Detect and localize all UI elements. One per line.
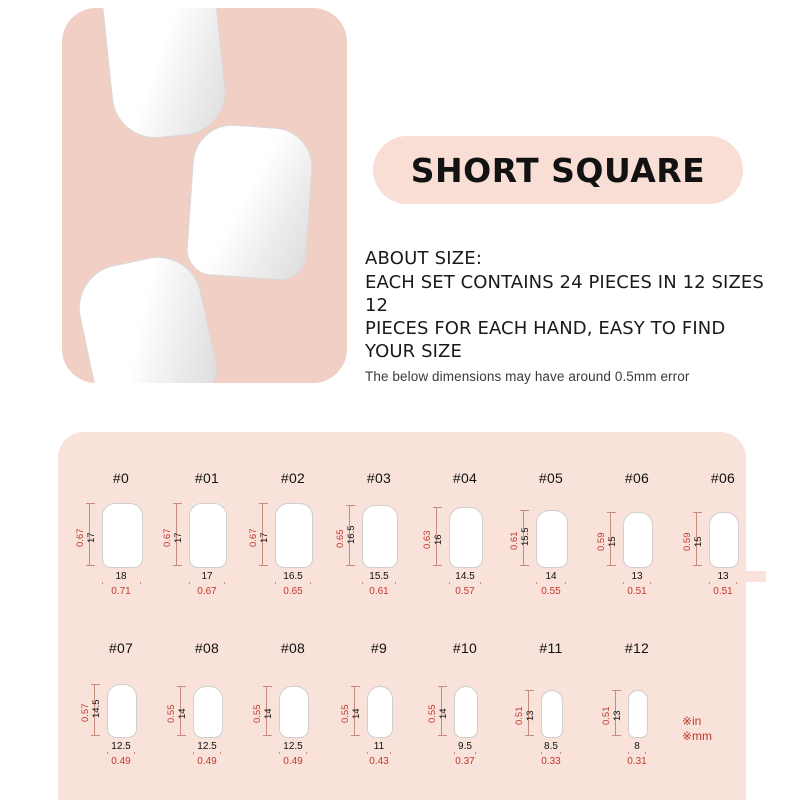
size-cell-label: #01 — [194, 470, 220, 486]
size-cell-label: #03 — [366, 470, 392, 486]
width-mm-value: 14.5 — [422, 571, 508, 582]
width-mm-value: 8 — [594, 741, 680, 752]
size-cell-label: #0 — [112, 470, 130, 486]
unit-inch: ※in — [681, 714, 702, 728]
width-mm-value: 15.5 — [336, 571, 422, 582]
nail-swatch — [193, 686, 222, 738]
width-mm-value: 8.5 — [508, 741, 594, 752]
width-mm-value: 13 — [594, 571, 680, 582]
width-inch-value: 0.43 — [369, 756, 389, 767]
about-size-heading: ABOUT SIZE: — [365, 248, 483, 269]
width-inch-value: 0.71 — [111, 586, 131, 597]
width-inch-value: 0.51 — [627, 586, 647, 597]
about-size-block — [365, 248, 765, 384]
length-mm-value: 13 — [525, 710, 537, 721]
length-inch-value: 0.55 — [339, 704, 351, 723]
width-inch-value: 0.31 — [627, 756, 647, 767]
size-cell-label: #10 — [452, 640, 478, 656]
size-cell-label: #07 — [108, 640, 134, 656]
hero-product-image — [62, 8, 347, 383]
width-mm-value: 12.5 — [250, 741, 336, 752]
size-cell — [508, 640, 594, 800]
nail-swatch — [189, 503, 228, 568]
length-mm-value: 15 — [692, 536, 704, 547]
length-mm-value: 14 — [438, 708, 450, 719]
nail-swatch — [362, 505, 398, 568]
nail-swatch — [449, 507, 483, 568]
size-cell — [250, 640, 336, 800]
width-inch-value: 0.33 — [541, 756, 561, 767]
length-mm-value: 14 — [177, 708, 189, 719]
size-cell — [594, 470, 680, 630]
width-inch-value: 0.55 — [541, 586, 561, 597]
length-mm-value: 15 — [606, 536, 618, 547]
nail-swatch — [536, 510, 569, 569]
size-cell — [164, 640, 250, 800]
nail-swatch — [709, 512, 740, 568]
width-inch-value: 0.57 — [455, 586, 475, 597]
nail-swatch — [107, 684, 136, 738]
size-cell-label: #9 — [370, 640, 388, 656]
width-inch-value: 0.49 — [111, 756, 131, 767]
size-cell — [422, 640, 508, 800]
length-inch-value: 0.51 — [601, 706, 612, 725]
size-cell — [680, 470, 766, 630]
nail-swatch — [279, 686, 308, 738]
size-cell-label: #12 — [624, 640, 650, 656]
length-mm-value: 16 — [433, 534, 445, 545]
size-cell — [161, 470, 250, 630]
length-inch-value: 0.55 — [252, 704, 264, 723]
length-mm-value: 17 — [259, 532, 271, 543]
length-inch-value: 0.55 — [427, 704, 439, 723]
length-inch-value: 0.59 — [681, 532, 693, 551]
size-cell — [336, 640, 422, 800]
size-cell — [594, 640, 680, 800]
length-inch-value: 0.65 — [335, 529, 347, 548]
size-cell — [336, 470, 422, 630]
length-inch-value: 0.57 — [80, 703, 92, 722]
nail-swatch — [541, 690, 562, 738]
width-inch-value: 0.51 — [713, 586, 733, 597]
size-cell-label: #05 — [538, 470, 564, 486]
nail-swatch — [102, 503, 143, 568]
length-inch-value: 0.51 — [514, 706, 526, 725]
width-mm-value: 14 — [508, 571, 594, 582]
length-mm-value: 14 — [263, 708, 275, 719]
size-cell-label: #04 — [452, 470, 478, 486]
length-mm-value: 17 — [85, 532, 97, 543]
nail-swatch — [628, 690, 648, 738]
nail-swatch — [367, 686, 393, 738]
size-cell — [508, 470, 594, 630]
width-inch-value: 0.37 — [455, 756, 475, 767]
size-cell — [74, 470, 164, 630]
length-mm-value: 16.5 — [346, 525, 358, 544]
width-inch-value: 0.65 — [283, 586, 303, 597]
size-cell-label: #06 — [624, 470, 650, 486]
size-chart-panel — [58, 432, 746, 800]
width-mm-value: 12.5 — [78, 741, 164, 752]
size-cell-label: #08 — [280, 640, 306, 656]
width-mm-value: 11 — [336, 741, 422, 752]
hero-nail-middle — [185, 122, 315, 282]
width-mm-value: 9.5 — [422, 741, 508, 752]
length-inch-value: 0.67 — [74, 528, 86, 547]
unit-mm: ※mm — [681, 729, 712, 743]
width-inch-value: 0.67 — [197, 586, 217, 597]
width-mm-value: 18 — [78, 571, 164, 582]
width-mm-value: 17 — [164, 571, 250, 582]
hero-nail-top — [100, 8, 230, 143]
width-inch-value: 0.49 — [283, 756, 303, 767]
length-mm-value: 14.5 — [91, 699, 103, 718]
length-mm-value: 13 — [612, 710, 623, 721]
size-cell — [78, 640, 164, 800]
width-mm-value: 12.5 — [164, 741, 250, 752]
width-inch-value: 0.49 — [197, 756, 217, 767]
length-inch-value: 0.55 — [166, 704, 178, 723]
length-inch-value: 0.61 — [508, 531, 520, 550]
width-mm-value: 16.5 — [250, 571, 336, 582]
size-cell-label: #08 — [194, 640, 220, 656]
about-size-line-2: PIECES FOR EACH HAND, EASY TO FIND YOUR SIZE — [365, 318, 726, 362]
length-mm-value: 14 — [350, 708, 362, 719]
size-cell-label: #02 — [280, 470, 306, 486]
about-size-line-1: EACH SET CONTAINS 24 PIECES IN 12 SIZES 12 — [365, 272, 764, 316]
units-legend — [682, 714, 712, 744]
page-title: SHORT SQUARE — [410, 150, 706, 190]
width-inch-value: 0.61 — [369, 586, 389, 597]
length-inch-value: 0.67 — [161, 528, 173, 547]
product-title-banner — [373, 136, 743, 204]
length-inch-value: 0.67 — [248, 528, 260, 547]
nail-swatch — [275, 503, 313, 568]
length-mm-value: 17 — [172, 532, 184, 543]
nail-swatch — [623, 512, 654, 568]
size-cell — [250, 470, 336, 630]
width-mm-value: 13 — [680, 571, 766, 582]
size-cell — [422, 470, 508, 630]
about-size-note: The below dimensions may have around 0.5mm error — [365, 369, 690, 384]
length-mm-value: 15.5 — [519, 527, 531, 546]
length-inch-value: 0.59 — [595, 532, 607, 551]
size-cell-label: #06 — [710, 470, 736, 486]
nail-swatch — [454, 686, 477, 738]
size-cell-label: #11 — [539, 640, 563, 656]
length-inch-value: 0.63 — [422, 530, 434, 549]
